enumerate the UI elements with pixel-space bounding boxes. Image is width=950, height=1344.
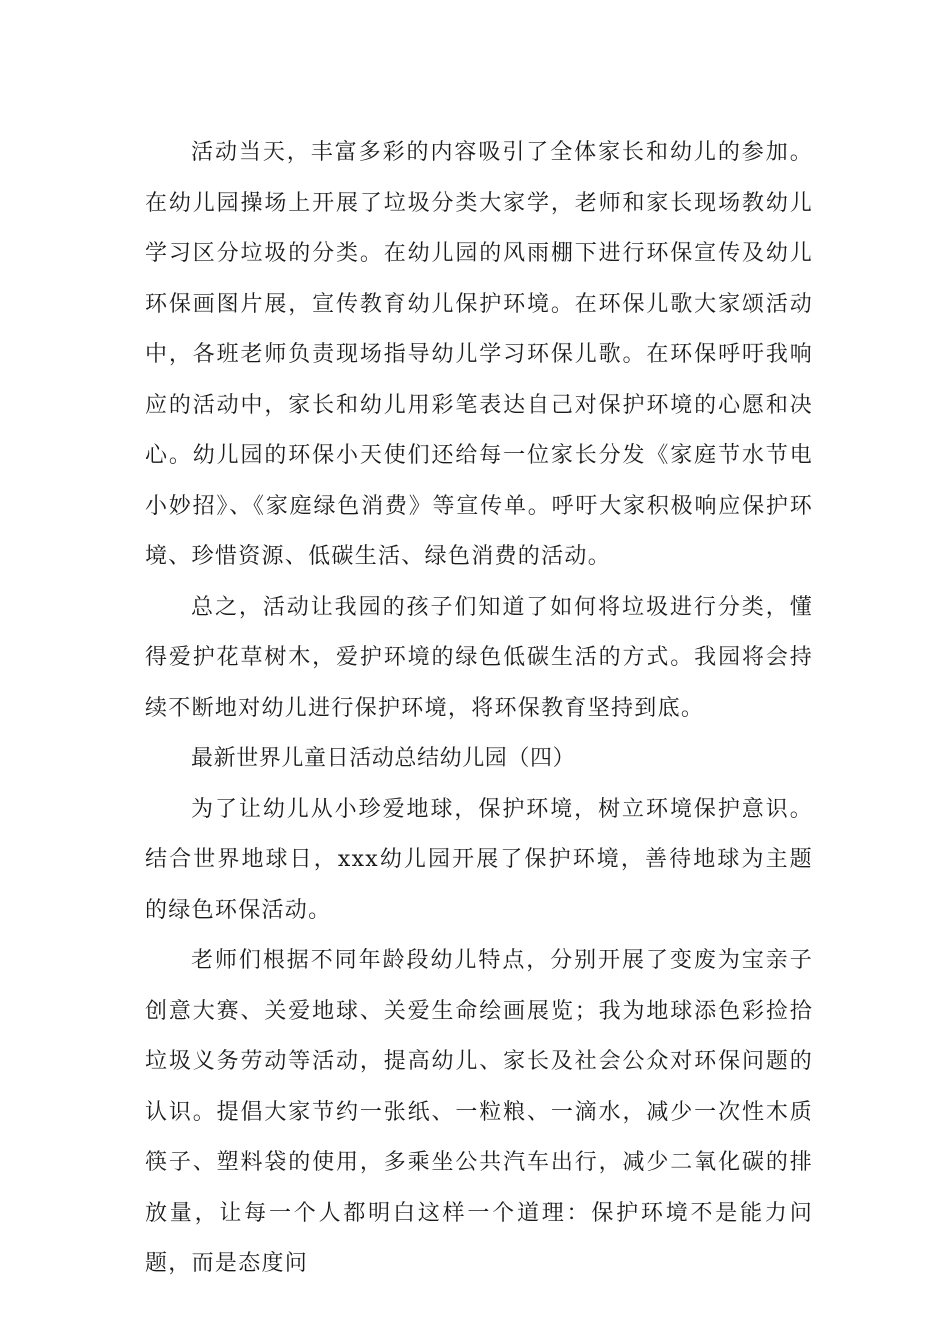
paragraph-earth-day: 为了让幼儿从小珍爱地球，保护环境，树立环境保护意识。结合世界地球日，xxx幼儿园开展了保护环境，善待地球为主题的绿色环保活动。	[145, 796, 813, 923]
paragraph-teachers-activities: 老师们根据不同年龄段幼儿特点，分别开展了变废为宝亲子创意大赛、关爱地球、关爱生命绘画展览；我为地球添色彩捡拾垃圾义务劳动等活动，提高幼儿、家长及社会公众对环保问题的认识。提倡大家节约一张纸、一粒粮、一滴水，减少一次性木质筷子、塑料袋的使用，多乘坐公共汽车出行，减少二氧化碳的排放量，让每一个人都明白这样一个道理：保护环境不是能力问题，而是态度问	[145, 948, 813, 1276]
document-body	[145, 128, 813, 1290]
paragraph-activity-day: 活动当天，丰富多彩的内容吸引了全体家长和幼儿的参加。在幼儿园操场上开展了垃圾分类大家学，老师和家长现场教幼儿学习区分垃圾的分类。在幼儿园的风雨棚下进行环保宣传及幼儿环保画图片展，宣传教育幼儿保护环境。在环保儿歌大家颂活动中，各班老师负责现场指导幼儿学习环保儿歌。在环保呼吁我响应的活动中，家长和幼儿用彩笔表达自己对保护环境的心愿和决心。幼儿园的环保小天使们还给每一位家长分发《家庭节水节电小妙招》、《家庭绿色消费》等宣传单。呼吁大家积极响应保护环境、珍惜资源、低碳生活、绿色消费的活动。	[145, 140, 813, 569]
paragraph-summary: 总之，活动让我园的孩子们知道了如何将垃圾进行分类，懂得爱护花草树木，爱护环境的绿色低碳生活的方式。我园将会持续不断地对幼儿进行保护环境，将环保教育坚持到底。	[145, 594, 813, 721]
section-heading: 最新世界儿童日活动总结幼儿园（四）	[191, 746, 576, 771]
